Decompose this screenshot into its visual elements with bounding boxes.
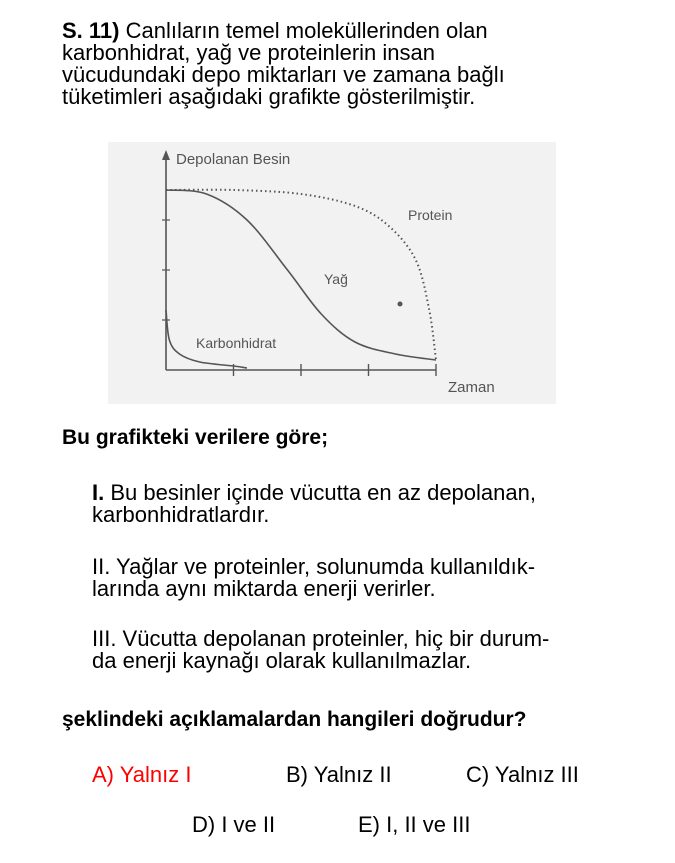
statement-1-number: I.: [92, 480, 105, 505]
question-text: [62, 20, 622, 108]
question-line-3: vücudundaki depo miktarları ve zamana bağlı: [62, 62, 505, 87]
option-d[interactable]: D) I ve II: [192, 812, 276, 837]
series-label-protein: Protein: [408, 207, 453, 223]
question-line-2: karbonhidrat, yağ ve proteinlerin insan: [62, 40, 436, 65]
series-label-yag: Yağ: [324, 271, 348, 287]
statement-2-line-1: II. Yağlar ve proteinler, solunumda kullanıldık-: [92, 554, 536, 579]
statement-3: [92, 628, 652, 672]
stray-dot: [398, 302, 403, 307]
statement-1-line-1: Bu besinler içinde vücutta en az depolanan,: [104, 480, 536, 505]
nutrient-storage-chart: [108, 142, 556, 404]
statement-2: [92, 556, 652, 600]
question-line-4: tüketimleri aşağıdaki grafikte gösterilmiştir.: [62, 84, 476, 109]
y-axis-label: Depolanan Besin: [176, 151, 291, 168]
chart-canvas: [108, 142, 556, 404]
ask-text: şeklindeki açıklamalardan hangileri doğrudur?: [62, 708, 527, 731]
statement-2-line-2: larında aynı miktarda enerji verirler.: [92, 576, 436, 601]
lead-text: Bu grafikteki verilere göre;: [62, 426, 329, 449]
option-b[interactable]: B) Yalnız II: [286, 762, 392, 787]
statement-3-line-1: III. Vücutta depolanan proteinler, hiç bir durum-: [92, 626, 550, 651]
statement-1-line-2: karbonhidratlardır.: [92, 502, 270, 527]
x-axis-label: Zaman: [448, 379, 495, 396]
statement-1: [92, 482, 652, 526]
series-label-karbonhidrat: Karbonhidrat: [196, 335, 277, 351]
option-a[interactable]: A) Yalnız I: [92, 762, 192, 787]
question-line-1: Canlıların temel moleküllerinden olan: [125, 18, 488, 43]
question-number: S. 11): [62, 18, 120, 43]
option-e[interactable]: E) I, II ve III: [358, 812, 471, 837]
statement-3-line-2: da enerji kaynağı olarak kullanılmazlar.: [92, 648, 472, 673]
option-c[interactable]: C) Yalnız III: [466, 762, 579, 787]
